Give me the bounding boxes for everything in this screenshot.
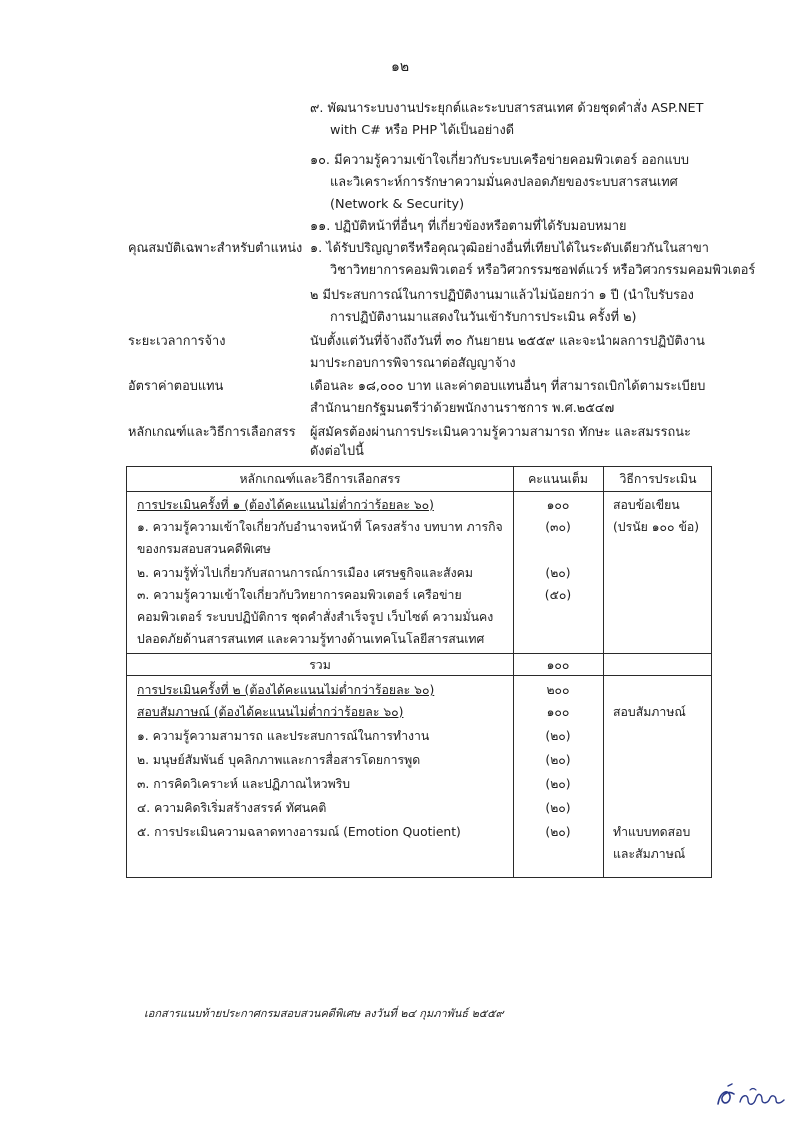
- round1-title: การประเมินครั้งที่ ๑ (ต้องได้คะแนนไม่ต่ำกว่าร้อยละ ๖๐): [137, 498, 434, 512]
- footer-note: เอกสารแนบท้ายประกาศกรมสอบสวนคดีพิเศษ ลงวันที่ ๒๔ กุมภาพันธ์ ๒๕๕๙: [144, 1007, 504, 1020]
- round1-method-line1: สอบข้อเขียน: [613, 498, 680, 512]
- round2-item3: ๓. การคิดวิเคราะห์ และปฏิภาณไหวพริบ: [137, 777, 351, 791]
- page-number: ๑๒: [390, 59, 410, 75]
- round1-item2-line1: ๒. ความรู้ทั่วไปเกี่ยวกับสถานการณ์การเมือง เศรษฐกิจและสังคม: [137, 566, 473, 580]
- duty-10-line3: (Network & Security): [330, 197, 465, 212]
- round1-item1-line2: ของกรมสอบสวนคดีพิเศษ: [137, 542, 271, 556]
- round2-item5: ๕. การประเมินความฉลาดทางอารมณ์ (Emotion Quotient): [137, 825, 461, 839]
- round2-item2: ๒. มนุษย์สัมพันธ์ บุคลิกภาพและการสื่อสารโดยการพูด: [137, 753, 421, 767]
- round1-item3-score: (๕๐): [544, 588, 572, 602]
- round2-item1-score: (๒๐): [545, 729, 571, 743]
- round1-item3-line3: ปลอดภัยด้านสารสนเทศ และความรู้ทางด้านเทคโนโลยีสารสนเทศ: [137, 632, 485, 646]
- round1-item1-score: (๓๐): [545, 520, 571, 534]
- eq-method-line1: ทำแบบทดสอบ: [613, 825, 691, 839]
- round1-total-score: ๑๐๐: [546, 498, 570, 512]
- round2-item1: ๑. ความรู้ความสามารถ และประสบการณ์ในการทำงาน: [137, 729, 430, 743]
- selection-label: หลักเกณฑ์และวิธีการเลือกสรร: [128, 425, 296, 440]
- round2-item3-score: (๒๐): [545, 777, 571, 791]
- employment-period-line2: มาประกอบการพิจารณาต่อสัญญาจ้าง: [310, 356, 516, 371]
- round2-item4: ๔. ความคิดริเริ่มสร้างสรรค์ ทัศนคติ: [137, 801, 327, 815]
- round2-total-score: ๒๐๐: [546, 683, 570, 697]
- compensation-line1: เดือนละ ๑๘,๐๐๐ บาท และค่าตอบแทนอื่นๆ ที่สามารถเบิกได้ตามระเบียบ: [310, 379, 706, 394]
- qualification-1-line2: วิชาวิทยาการคอมพิวเตอร์ หรือวิศวกรรมซอฟต์แวร์ หรือวิศวกรรมคอมพิวเตอร์: [330, 263, 756, 278]
- employment-period-line1: นับตั้งแต่วันที่จ้างถึงวันที่ ๓๐ กันยายน ๒๕๕๙ และจะนำผลการปฏิบัติงาน: [310, 334, 705, 349]
- interview-title: สอบสัมภาษณ์ (ต้องได้คะแนนไม่ต่ำกว่าร้อยละ ๖๐): [137, 705, 404, 719]
- eq-method-line2: และสัมภาษณ์: [613, 847, 686, 861]
- qualification-2-line1: ๒ มีประสบการณ์ในการปฏิบัติงานมาแล้วไม่น้อยกว่า ๑ ปี (นำใบรับรอง: [310, 288, 694, 303]
- round1-item3-line2: คอมพิวเตอร์ ระบบปฏิบัติการ ชุดคำสั่งสำเร็จรูป เว็บไซต์ ความมั่นคง: [137, 610, 494, 624]
- round1-item1-line1: ๑. ความรู้ความเข้าใจเกี่ยวกับอำนาจหน้าที่ โครงสร้าง บทบาท ภารกิจ: [137, 520, 503, 534]
- round2-item4-score: (๒๐): [545, 801, 571, 815]
- interview-method: สอบสัมภาษณ์: [613, 705, 686, 719]
- round1-item3-line1: ๓. ความรู้ความเข้าใจเกี่ยวกับวิทยาการคอมพิวเตอร์ เครือข่าย: [137, 588, 462, 602]
- duty-9-line1: ๙. พัฒนาระบบงานประยุกต์และระบบสารสนเทศ ด้วยชุดคำสั่ง ASP.NET: [310, 101, 704, 116]
- round1-item2-score: (๒๐): [545, 566, 571, 580]
- assessment-table: [126, 466, 712, 878]
- qualifications-label: คุณสมบัติเฉพาะสำหรับตำแหน่ง: [128, 241, 303, 256]
- round1-method-line2: (ปรนัย ๑๐๐ ข้อ): [613, 520, 700, 534]
- employment-period-label: ระยะเวลาการจ้าง: [128, 334, 226, 349]
- round2-title: การประเมินครั้งที่ ๒ (ต้องได้คะแนนไม่ต่ำกว่าร้อยละ ๖๐): [137, 683, 435, 697]
- compensation-line2: สำนักนายกรัฐมนตรีว่าด้วยพนักงานราชการ พ.ศ.๒๕๔๗: [310, 401, 615, 416]
- header-method: วิธีการประเมิน: [619, 472, 697, 486]
- qualification-2-line2: การปฏิบัติงานมาแสดงในวันเข้ารับการประเมิน ครั้งที่ ๒): [330, 310, 637, 325]
- round2-item5-score: (๒๐): [545, 825, 571, 839]
- interview-score: ๑๐๐: [546, 705, 570, 719]
- selection-line1: ผู้สมัครต้องผ่านการประเมินความรู้ความสามารถ ทักษะ และสมรรถนะ: [310, 425, 691, 440]
- round2-item2-score: (๒๐): [545, 753, 571, 767]
- qualification-1-line1: ๑. ได้รับปริญญาตรีหรือคุณวุฒิอย่างอื่นที่เทียบได้ในระดับเดียวกันในสาขา: [310, 241, 709, 256]
- duty-9-line2: with C# หรือ PHP ได้เป็นอย่างดี: [330, 123, 515, 138]
- duty-11-line1: ๑๑. ปฏิบัติหน้าที่อื่นๆ ที่เกี่ยวข้องหรือตามที่ได้รับมอบหมาย: [310, 219, 627, 234]
- duty-10-line1: ๑๐. มีความรู้ความเข้าใจเกี่ยวกับระบบเครือข่ายคอมพิวเตอร์ ออกแบบ: [310, 153, 689, 168]
- duty-10-line2: และวิเคราะห์การรักษาความมั่นคงปลอดภัยของระบบสารสนเทศ: [330, 175, 678, 190]
- header-score: คะแนนเต็ม: [528, 472, 588, 486]
- sum-score: ๑๐๐: [546, 658, 570, 672]
- signature-mark: [714, 1078, 786, 1112]
- header-criteria: หลักเกณฑ์และวิธีการเลือกสรร: [239, 472, 401, 486]
- sum-label: รวม: [309, 658, 331, 672]
- selection-line2: ดังต่อไปนี้: [310, 444, 364, 459]
- compensation-label: อัตราค่าตอบแทน: [128, 379, 224, 394]
